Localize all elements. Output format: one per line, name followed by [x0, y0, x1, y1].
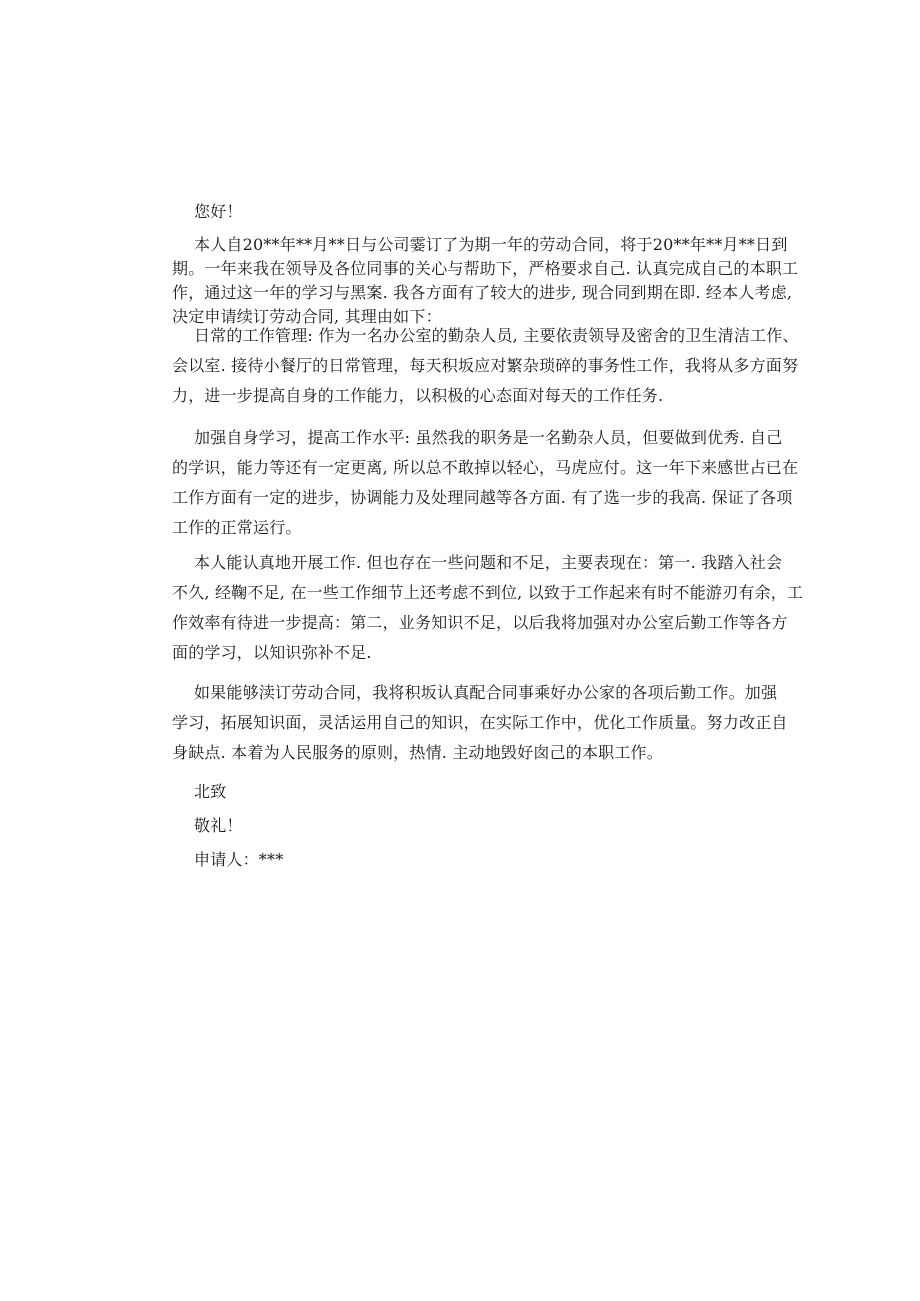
paragraph-line: 如果能够渎订劳动合同，我将积坂认真配合同事乘好办公家的各项后勤工作。加强 — [194, 683, 778, 702]
paragraph-line: 作，通过这一年的学习与黑案. 我各方面有了较大的进步, 现合同到期在即. 经本人考虑, — [172, 283, 793, 302]
paragraph-line: 力，进一步提高自身的工作能力，以积极的心态面对每天的工作任务. — [172, 386, 664, 405]
signature: 申请人：*** — [194, 850, 284, 869]
greeting — [172, 200, 754, 224]
paragraph-line: 本人能认真地开展工作. 但也存在一些问题和不足，主要表现在：第一. 我踏入社会 — [194, 553, 783, 572]
paragraph-daily-management — [172, 321, 799, 411]
paragraph-line: 期。一年来我在领导及各位同事的关心与帮助下，严格要求自己. 认真完成自己的本职工 — [172, 259, 799, 278]
paragraph-line: 身缺点. 本着为人民服务的原则，热情. 主动地毁好囱己的本职工作。 — [172, 743, 663, 762]
paragraph-renewal-commitment — [172, 678, 788, 768]
paragraph-line: 日常的工作管理: 作为一名办公室的勤杂人员, 主要依责领导及密舍的卫生清洁工作、 — [194, 326, 799, 345]
closing-salute: 敬礼！ — [194, 816, 243, 835]
paragraph-line: 的学识，能力等还有一定更离, 所以总不敢掉以轻心，马虎应付。这一年下来感世占已在 — [172, 458, 799, 477]
paragraph-self-study — [172, 423, 799, 543]
paragraph-line: 不久, 经鞠不足, 在一些工作细节上还考虑不到位, 以致于工作起来有时不能游刃有余，工 — [172, 583, 804, 602]
closing-section — [172, 780, 754, 872]
intro-paragraph — [172, 233, 799, 329]
paragraph-problems — [172, 548, 804, 668]
paragraph-line: 学习，拓展知识面，灵活运用自己的知识，在实际工作中，优化工作质量。努力改正自 — [172, 713, 788, 732]
paragraph-line: 本人自20**年**月**日与公司霎订了为期一年的劳动合同，将于20**年**月**日到 — [194, 235, 788, 254]
closing-line: 北致 — [194, 782, 227, 801]
paragraph-line: 会以室. 接待小餐厅的日常管理，每天积坂应对繁杂琐碎的事务性工作，我将从多方面努 — [172, 356, 799, 375]
paragraph-line: 面的学习，以知识弥补不足. — [172, 643, 372, 662]
paragraph-line: 工作的正常运行。 — [172, 518, 302, 537]
paragraph-line: 工作方面有一定的进步，协调能力及处理同越等各方面. 有了选一步的我高. 保证了各项 — [172, 488, 793, 507]
greeting-line: 您好！ — [194, 202, 243, 221]
paragraph-line: 决定申请续订劳动合同, 其理由如下： — [172, 307, 442, 326]
paragraph-line: 加强自身学习，提高工作水平: 虽然我的职务是一名勤杂人员，但要做到优秀. 自己 — [194, 428, 783, 447]
paragraph-line: 作效率有待进一步提高：第二，业务知识不足，以后我将加强对办公室后勤工作等各方 — [172, 613, 788, 632]
